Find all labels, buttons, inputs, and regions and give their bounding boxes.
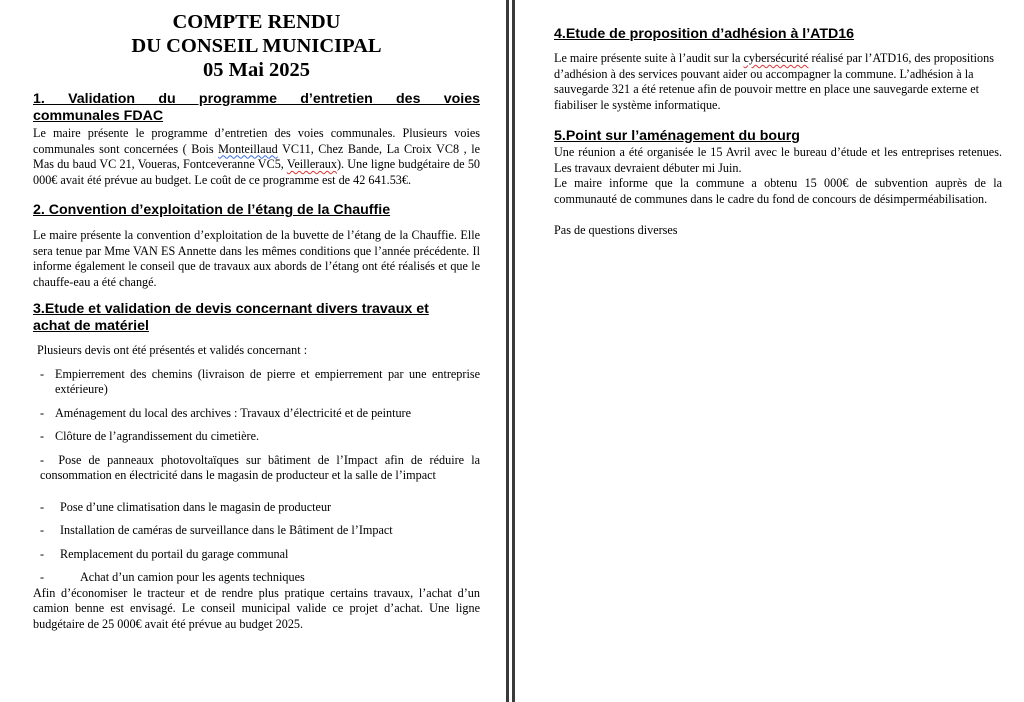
section-5-text-2: Le maire informe que la commune a obtenu 15 000€ de subvention auprès de la communauté de communes dans le cadre du fond de concours de désimperméabilisation. — [554, 176, 1002, 206]
page-separator — [512, 0, 515, 702]
section-1-text-part-c: VC11, Chez Bande, La Croix VC8 , le Mas du baud VC 21, Voueras, Fontceveranne VC5, — [33, 141, 480, 171]
document-title-line-2: DU CONSEIL MUNICIPAL — [131, 35, 382, 57]
section-5-text-1: Une réunion a été organisée le 15 Avril avec le bureau d’étude et les entreprises retenues. Les travaux devraient débuter mi Juin. — [554, 145, 1002, 175]
right-page — [516, 0, 1024, 702]
list-bullet: - — [40, 570, 45, 584]
list-bullet: - — [40, 452, 45, 467]
list-item — [33, 453, 480, 484]
list-bullet: - — [40, 499, 45, 514]
section-1-heading-line-1: 1. Validation du programme d’entretien des voies — [33, 91, 480, 107]
list-item-text: Remplacement du portail du garage communal — [60, 546, 289, 561]
list-item — [33, 500, 480, 516]
list-item-text: Clôture de l’agrandissement du cimetière. — [55, 429, 260, 443]
right-page-content — [554, 26, 1002, 239]
section-3-closing: Afin d’économiser le tracteur et de rendre plus pratique certains travaux, l’achat d’un camion benne est envisagé. Le conseil municipal valide ce projet d’achat. Une ligne budgétaire de 25 000€ avait été prévue au budget 2025. — [33, 585, 480, 631]
section-3-heading-line-2: achat de matériel — [33, 318, 149, 334]
section-4-text-part-b: cybersécurité — [743, 51, 809, 65]
list-item — [33, 429, 480, 445]
list-item — [33, 523, 480, 539]
section-2-text: Le maire présente la convention d’exploitation de la buvette de l’étang de la Chauffie. Elle sera tenue par Mme VAN ES Annette dans les mêmes conditions que l’année précédente. Il informe également le conseil que de travaux aux abords de l’étang ont été réalisés et que le chauffe-eau a été changé. — [33, 228, 480, 289]
section-1-text — [33, 126, 480, 188]
list-item — [33, 547, 480, 563]
section-1-text-part-b: Monteillaud — [218, 141, 278, 156]
section-1-heading-line-2: communales FDAC — [33, 108, 164, 124]
list-item-text: Pose d’une climatisation dans le magasin de producteur — [60, 499, 332, 514]
page-separator — [506, 0, 509, 702]
section-2-heading: 2. Convention d’exploitation de l’étang de la Chauffie — [33, 202, 391, 218]
list-item-text: Pose de panneaux photovoltaïques sur bâtiment de l’Impact afin de réduire la consommation en électricité dans le magasin de producteur et la salle de l’impact — [40, 452, 480, 482]
list-bullet: - — [40, 429, 45, 443]
list-item-text: Achat d’un camion pour les agents techniques — [80, 570, 305, 584]
list-bullet: - — [40, 405, 45, 420]
section-1-text-part-e: ). Une ligne budgétaire de 50 000€ avait été prévue au budget. Le coût de ce programme est de 42 641.53€. — [33, 157, 481, 187]
section-5-heading: 5.Point sur l’aménagement du bourg — [554, 128, 800, 144]
list-item — [33, 570, 480, 586]
section-1-text-part-a: Le maire présente le programme d’entretien des voies communales. Plusieurs voies communales sont concernées ( Bois — [33, 126, 480, 156]
left-page — [0, 0, 504, 702]
list-bullet: - — [40, 546, 45, 561]
section-1-text-part-d: Veilleraux — [286, 157, 337, 171]
left-page-content — [33, 10, 480, 632]
list-item-text: Aménagement du local des archives : Travaux d’électricité et de peinture — [55, 405, 412, 420]
document-title-line-1: COMPTE RENDU — [172, 11, 341, 33]
document-date: 05 Mai 2025 — [202, 59, 311, 81]
list-bullet: - — [40, 523, 45, 537]
list-item — [33, 406, 480, 422]
list-item-text: Empierrement des chemins (livraison de pierre et empierrement par une entreprise extérieure) — [55, 366, 480, 396]
list-item — [33, 367, 480, 398]
section-3-intro: Plusieurs devis ont été présentés et validés concernant : — [37, 343, 308, 357]
list-item-text: Installation de caméras de surveillance dans le Bâtiment de l’Impact — [60, 523, 393, 537]
list-bullet: - — [40, 366, 45, 381]
section-4-text-part-c: réalisé par l’ATD16, des propositions d’adhésion à des services pouvant aider ou accompagner la commune. L’adhésion à la sauvegarde 321 a été retenue afin de pouvoir mettre en place une sauvegarde externe et fiabiliser le système informatique. — [554, 51, 994, 112]
section-4-text — [554, 51, 1002, 113]
section-3-heading-line-1: 3.Etude et validation de devis concernant divers travaux et — [33, 301, 429, 317]
section-4-heading: 4.Etude de proposition d’adhésion à l’ATD16 — [554, 26, 855, 42]
closing-note: Pas de questions diverses — [554, 223, 678, 237]
section-4-text-part-a: Le maire présente suite à l’audit sur la — [554, 51, 744, 65]
